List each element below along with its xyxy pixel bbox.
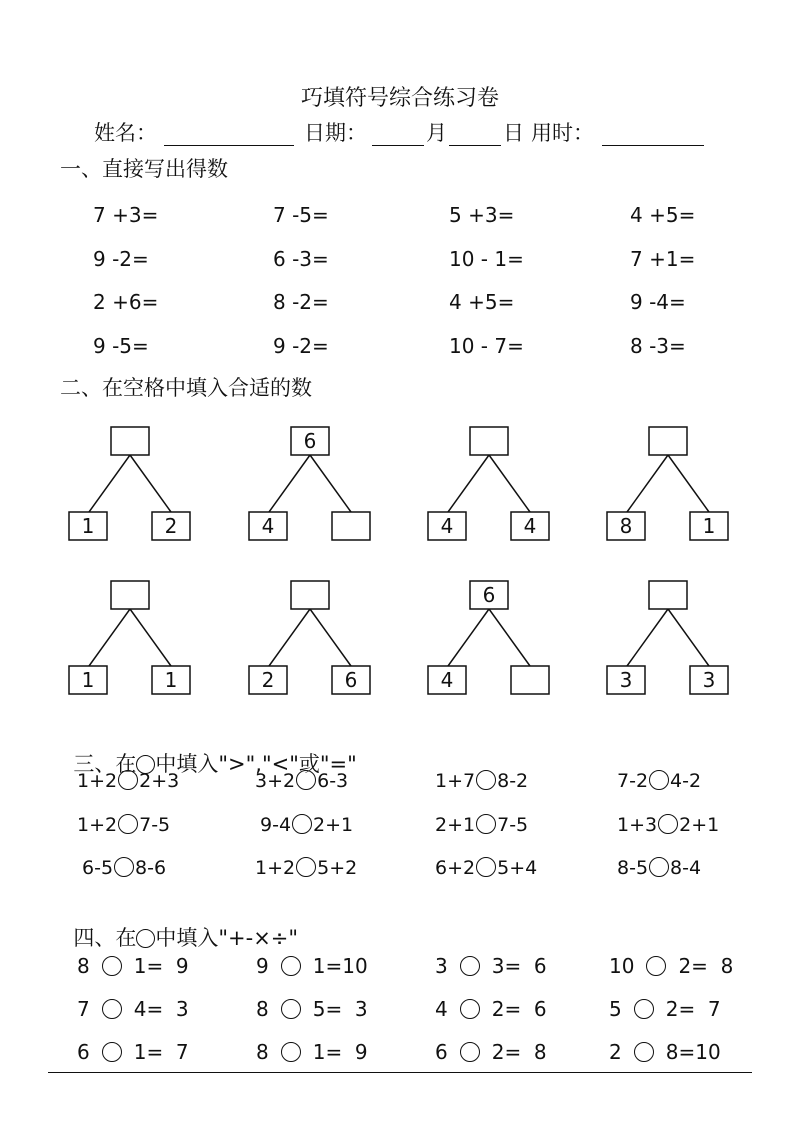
left-expression: 1+2 [255, 857, 296, 879]
rest-of-equation: 3= 6 [491, 954, 547, 978]
operator-circle[interactable] [460, 956, 480, 976]
right-expression: 5+4 [497, 857, 538, 879]
right-expression: 7-5 [139, 814, 171, 836]
number-bond [69, 427, 190, 540]
left-number: 1 [81, 514, 95, 538]
number-bond [428, 427, 549, 540]
arithmetic-problem: 4 +5= [630, 203, 696, 227]
operator-circle[interactable] [281, 1042, 301, 1062]
circle-icon [136, 929, 155, 948]
right-expression: 2+1 [313, 814, 354, 836]
left-expression: 7-2 [617, 770, 649, 792]
connector-line [130, 609, 171, 666]
first-number: 7 [77, 997, 90, 1021]
operator-problem [435, 1042, 547, 1062]
operator-circle[interactable] [102, 956, 122, 976]
operator-circle[interactable] [281, 999, 301, 1019]
left-expression: 1+3 [617, 814, 658, 836]
operator-problem [77, 999, 189, 1019]
rest-of-equation: 4= 3 [133, 997, 189, 1021]
connector-line [310, 455, 351, 512]
first-number: 8 [256, 1040, 269, 1064]
right-expression: 6-3 [317, 770, 349, 792]
operator-circle[interactable] [460, 1042, 480, 1062]
left-number: 8 [619, 514, 633, 538]
section3-heading-prefix: 三、在 [73, 752, 137, 776]
operator-circle[interactable] [646, 956, 666, 976]
arithmetic-problem: 10 - 1= [449, 247, 524, 271]
compare-problem [617, 857, 701, 878]
rest-of-equation: 2= 8 [491, 1040, 547, 1064]
top-box[interactable] [111, 581, 149, 609]
right-expression: 8-2 [497, 770, 529, 792]
number-bond [607, 581, 728, 694]
left-expression: 1+2 [77, 770, 118, 792]
answer-circle[interactable] [476, 814, 496, 834]
left-expression: 6+2 [435, 857, 476, 879]
right-box[interactable] [332, 512, 370, 540]
arithmetic-problem: 4 +5= [449, 290, 515, 314]
operator-problem [256, 999, 368, 1019]
left-number: 4 [440, 668, 454, 692]
right-expression: 7-5 [497, 814, 529, 836]
left-expression: 3+2 [255, 770, 296, 792]
top-box[interactable] [649, 427, 687, 455]
rest-of-equation: 2= 8 [678, 954, 734, 978]
date-label: 日期： [304, 121, 367, 145]
operator-problem [77, 956, 189, 976]
connector-line [130, 455, 171, 512]
compare-problem [260, 814, 353, 835]
right-number: 2 [164, 514, 178, 538]
rest-of-equation: 5= 3 [312, 997, 368, 1021]
right-expression: 8-6 [135, 857, 167, 879]
arithmetic-problem: 8 -2= [273, 290, 329, 314]
operator-circle[interactable] [634, 999, 654, 1019]
section4-heading-prefix: 四、在 [73, 926, 137, 950]
first-number: 8 [256, 997, 269, 1021]
number-bond [69, 581, 190, 694]
connector-line [627, 455, 668, 512]
operator-circle[interactable] [102, 999, 122, 1019]
month-label: 月 [426, 121, 447, 145]
right-expression: 2+3 [139, 770, 180, 792]
answer-circle[interactable] [476, 770, 496, 790]
rest-of-equation: 1= 7 [133, 1040, 189, 1064]
compare-problem [435, 770, 528, 791]
arithmetic-problem: 7 -5= [273, 203, 329, 227]
right-number: 3 [702, 668, 716, 692]
rest-of-equation: 1= 9 [312, 1040, 368, 1064]
first-number: 6 [435, 1040, 448, 1064]
right-number: 6 [344, 668, 358, 692]
connector-line [489, 455, 530, 512]
connector-line [89, 455, 130, 512]
arithmetic-problem: 9 -2= [273, 334, 329, 358]
connector-line [448, 455, 489, 512]
compare-problem [77, 814, 170, 835]
operator-problem [435, 956, 547, 976]
right-number: 1 [164, 668, 178, 692]
answer-circle[interactable] [658, 814, 678, 834]
connector-line [269, 609, 310, 666]
answer-circle[interactable] [649, 770, 669, 790]
arithmetic-problem: 10 - 7= [449, 334, 524, 358]
connector-line [310, 609, 351, 666]
right-box[interactable] [511, 666, 549, 694]
left-expression: 2+1 [435, 814, 476, 836]
first-number: 4 [435, 997, 448, 1021]
top-box[interactable] [111, 427, 149, 455]
number-bond [249, 427, 370, 540]
arithmetic-problem: 9 -5= [93, 334, 149, 358]
name-label: 姓名： [94, 121, 157, 145]
connector-line [89, 609, 130, 666]
top-number: 6 [482, 583, 496, 607]
left-expression: 1+2 [77, 814, 118, 836]
left-number: 1 [81, 668, 95, 692]
compare-problem [617, 770, 701, 791]
top-box[interactable] [470, 427, 508, 455]
right-number: 4 [523, 514, 537, 538]
bottom-rule [48, 1072, 752, 1073]
number-bond [428, 581, 549, 694]
top-box[interactable] [649, 581, 687, 609]
compare-problem [435, 857, 537, 878]
arithmetic-problem: 7 +3= [93, 203, 159, 227]
compare-problem [255, 770, 348, 791]
first-number: 6 [77, 1040, 90, 1064]
compare-problem [255, 857, 357, 878]
operator-problem [609, 999, 721, 1019]
operator-problem [256, 956, 368, 976]
answer-circle[interactable] [476, 857, 496, 877]
right-expression: 8-4 [670, 857, 702, 879]
left-expression: 1+7 [435, 770, 476, 792]
connector-line [489, 609, 530, 666]
section3-heading-suffix: 中填入">","<"或"=" [155, 752, 357, 776]
connector-line [448, 609, 489, 666]
top-number: 6 [303, 429, 317, 453]
connector-line [668, 455, 709, 512]
operator-circle[interactable] [460, 999, 480, 1019]
answer-circle[interactable] [649, 857, 669, 877]
compare-problem [82, 857, 166, 878]
left-number: 4 [261, 514, 275, 538]
section3-heading [60, 733, 357, 775]
answer-circle[interactable] [296, 770, 316, 790]
answer-circle[interactable] [118, 814, 138, 834]
rest-of-equation: 2= 7 [665, 997, 721, 1021]
rest-of-equation: 1=10 [312, 954, 368, 978]
answer-circle[interactable] [296, 857, 316, 877]
connector-line [269, 455, 310, 512]
first-number: 3 [435, 954, 448, 978]
first-number: 10 [609, 954, 635, 978]
operator-circle[interactable] [634, 1042, 654, 1062]
operator-circle[interactable] [281, 956, 301, 976]
rest-of-equation: 8=10 [665, 1040, 721, 1064]
section2-heading: 二、在空格中填入合适的数 [60, 376, 312, 400]
arithmetic-problem: 9 -4= [630, 290, 686, 314]
number-bond [607, 427, 728, 540]
section1-heading: 一、直接写出得数 [60, 157, 228, 181]
rest-of-equation: 2= 6 [491, 997, 547, 1021]
right-expression: 5+2 [317, 857, 358, 879]
left-number: 3 [619, 668, 633, 692]
operator-problem [77, 1042, 189, 1062]
operator-circle[interactable] [102, 1042, 122, 1062]
compare-problem [617, 814, 719, 835]
arithmetic-problem: 2 +6= [93, 290, 159, 314]
answer-circle[interactable] [114, 857, 134, 877]
right-expression: 2+1 [679, 814, 720, 836]
operator-problem [435, 999, 547, 1019]
first-number: 8 [77, 954, 90, 978]
compare-problem [435, 814, 528, 835]
left-number: 4 [440, 514, 454, 538]
left-expression: 6-5 [82, 857, 114, 879]
right-expression: 4-2 [670, 770, 702, 792]
arithmetic-problem: 9 -2= [93, 247, 149, 271]
operator-problem [256, 1042, 368, 1062]
operator-problem [609, 956, 733, 976]
answer-circle[interactable] [292, 814, 312, 834]
worksheet-title: 巧填符号综合练习卷 [300, 86, 499, 111]
first-number: 5 [609, 997, 622, 1021]
rest-of-equation: 1= 9 [133, 954, 189, 978]
compare-problem [77, 770, 179, 791]
arithmetic-problem: 6 -3= [273, 247, 329, 271]
arithmetic-problem: 8 -3= [630, 334, 686, 358]
first-number: 9 [256, 954, 269, 978]
left-number: 2 [261, 668, 275, 692]
first-number: 2 [609, 1040, 622, 1064]
connector-line [627, 609, 668, 666]
left-expression: 8-5 [617, 857, 649, 879]
right-number: 1 [702, 514, 716, 538]
top-box[interactable] [291, 581, 329, 609]
operator-problem [609, 1042, 721, 1062]
section4-heading-suffix: 中填入"+-×÷" [155, 926, 299, 950]
section4-heading [60, 907, 298, 949]
answer-circle[interactable] [118, 770, 138, 790]
arithmetic-problem: 5 +3= [449, 203, 515, 227]
left-expression: 9-4 [260, 814, 292, 836]
arithmetic-problem: 7 +1= [630, 247, 696, 271]
connector-line [668, 609, 709, 666]
time-label: 用时： [531, 121, 594, 145]
number-bond [249, 581, 370, 694]
day-label: 日 [503, 121, 524, 145]
